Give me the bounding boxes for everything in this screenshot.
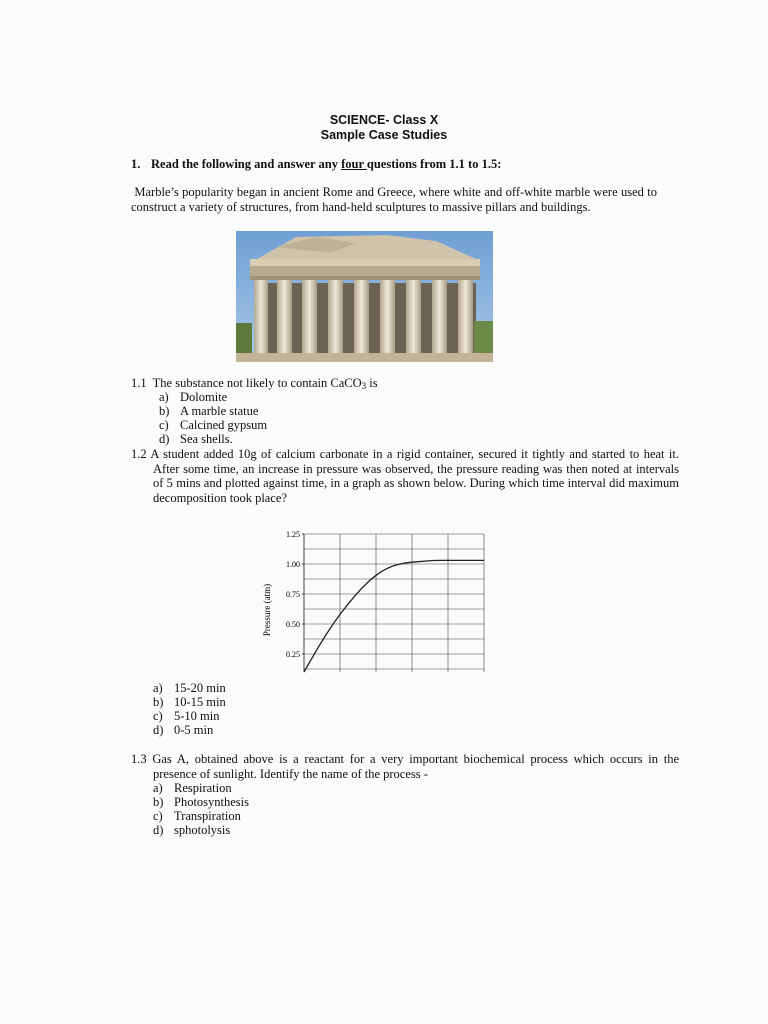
y-tick-label: 1.25 (286, 530, 300, 539)
option-text: Dolomite (180, 390, 228, 404)
option-text: Calcined gypsum (180, 418, 268, 432)
option-text: Respiration (174, 781, 232, 795)
subscript: 3 (361, 381, 367, 391)
stem-text: The substance not likely to contain CaCO (152, 376, 362, 390)
option-letter: a) (153, 781, 163, 795)
passage-text: Marble’s popularity began in ancient Rome and Greece, where white and off-white marble were used to construct a variety of structures, from hand-held sculptures to massive pillars and buildings. (131, 185, 658, 214)
option-text: A marble statue (180, 404, 259, 418)
option-1-1-b[interactable] (159, 404, 258, 419)
option-letter: d) (153, 723, 164, 737)
page-title: SCIENCE- Class X (329, 113, 439, 127)
option-text: sphotolysis (174, 823, 231, 837)
question-number: 1.2 (131, 447, 147, 461)
option-1-2-c[interactable] (153, 709, 219, 724)
option-1-3-b[interactable] (153, 795, 249, 810)
option-letter: d) (159, 432, 170, 446)
y-tick-label: 0.25 (286, 650, 300, 659)
option-1-3-d[interactable] (153, 823, 230, 838)
question-number: 1.1 (131, 376, 147, 390)
stem-text: A student added 10g of calcium carbonate in a rigid container, secured it tightly and started to heat it. After some time, an increase in pressure was observed, the pressure reading was then noted at intervals of 5 mins and plotted against time, in a graph as shown below. During which time interval did maximum decomposition took place? (150, 447, 679, 505)
option-1-1-d[interactable] (159, 432, 233, 447)
graph-grid (304, 534, 484, 672)
prompt-underlined: four (341, 157, 367, 171)
stem-text-end: is (366, 376, 378, 390)
option-1-1-c[interactable] (159, 418, 267, 433)
y-tick-label: 1.00 (286, 560, 300, 569)
option-1-2-a[interactable] (153, 681, 226, 696)
pressure-time-graph (258, 522, 498, 674)
option-1-3-a[interactable] (153, 781, 232, 796)
option-1-3-c[interactable] (153, 809, 241, 824)
question-number: 1.3 (131, 752, 147, 766)
parthenon-image (236, 231, 493, 362)
option-text: 5-10 min (174, 709, 220, 723)
option-1-1-a[interactable] (159, 390, 227, 405)
option-1-2-d[interactable] (153, 723, 213, 738)
question-1-1-stem (131, 376, 378, 391)
option-text: Transpiration (174, 809, 241, 823)
prompt-part-2: questions from 1.1 to 1.5: (366, 157, 502, 171)
option-letter: c) (153, 809, 163, 823)
stem-text: Gas A, obtained above is a reactant for a very important biochemical process which occurs in the presence of sunlight. Identify the name of the process - (152, 752, 679, 781)
y-axis-label: Pressure (atm) (262, 583, 272, 637)
option-text: Photosynthesis (174, 795, 250, 809)
y-tick-label: 0.50 (286, 620, 300, 629)
option-1-2-b[interactable] (153, 695, 226, 710)
option-letter: b) (153, 795, 164, 809)
option-letter: b) (159, 404, 170, 418)
option-text: 10-15 min (174, 695, 226, 709)
pressure-curve (304, 560, 484, 672)
option-letter: d) (153, 823, 164, 837)
option-text: Sea shells. (180, 432, 233, 446)
passage (131, 185, 657, 215)
y-axis-ticks (286, 530, 304, 659)
y-tick-label: 0.75 (286, 590, 300, 599)
option-letter: c) (153, 709, 163, 723)
parthenon-photo (236, 231, 493, 362)
question-1-heading (131, 157, 501, 172)
question-1-3-stem (131, 752, 679, 781)
question-number: 1. (131, 157, 141, 171)
question-1-2-stem (131, 447, 679, 505)
option-text: 0-5 min (174, 723, 214, 737)
prompt-part-1: Read the following and answer any (151, 157, 342, 171)
option-text: 15-20 min (174, 681, 226, 695)
page-subtitle: Sample Case Studies (320, 128, 448, 142)
option-letter: a) (159, 390, 169, 404)
option-letter: b) (153, 695, 164, 709)
option-letter: a) (153, 681, 163, 695)
option-letter: c) (159, 418, 169, 432)
